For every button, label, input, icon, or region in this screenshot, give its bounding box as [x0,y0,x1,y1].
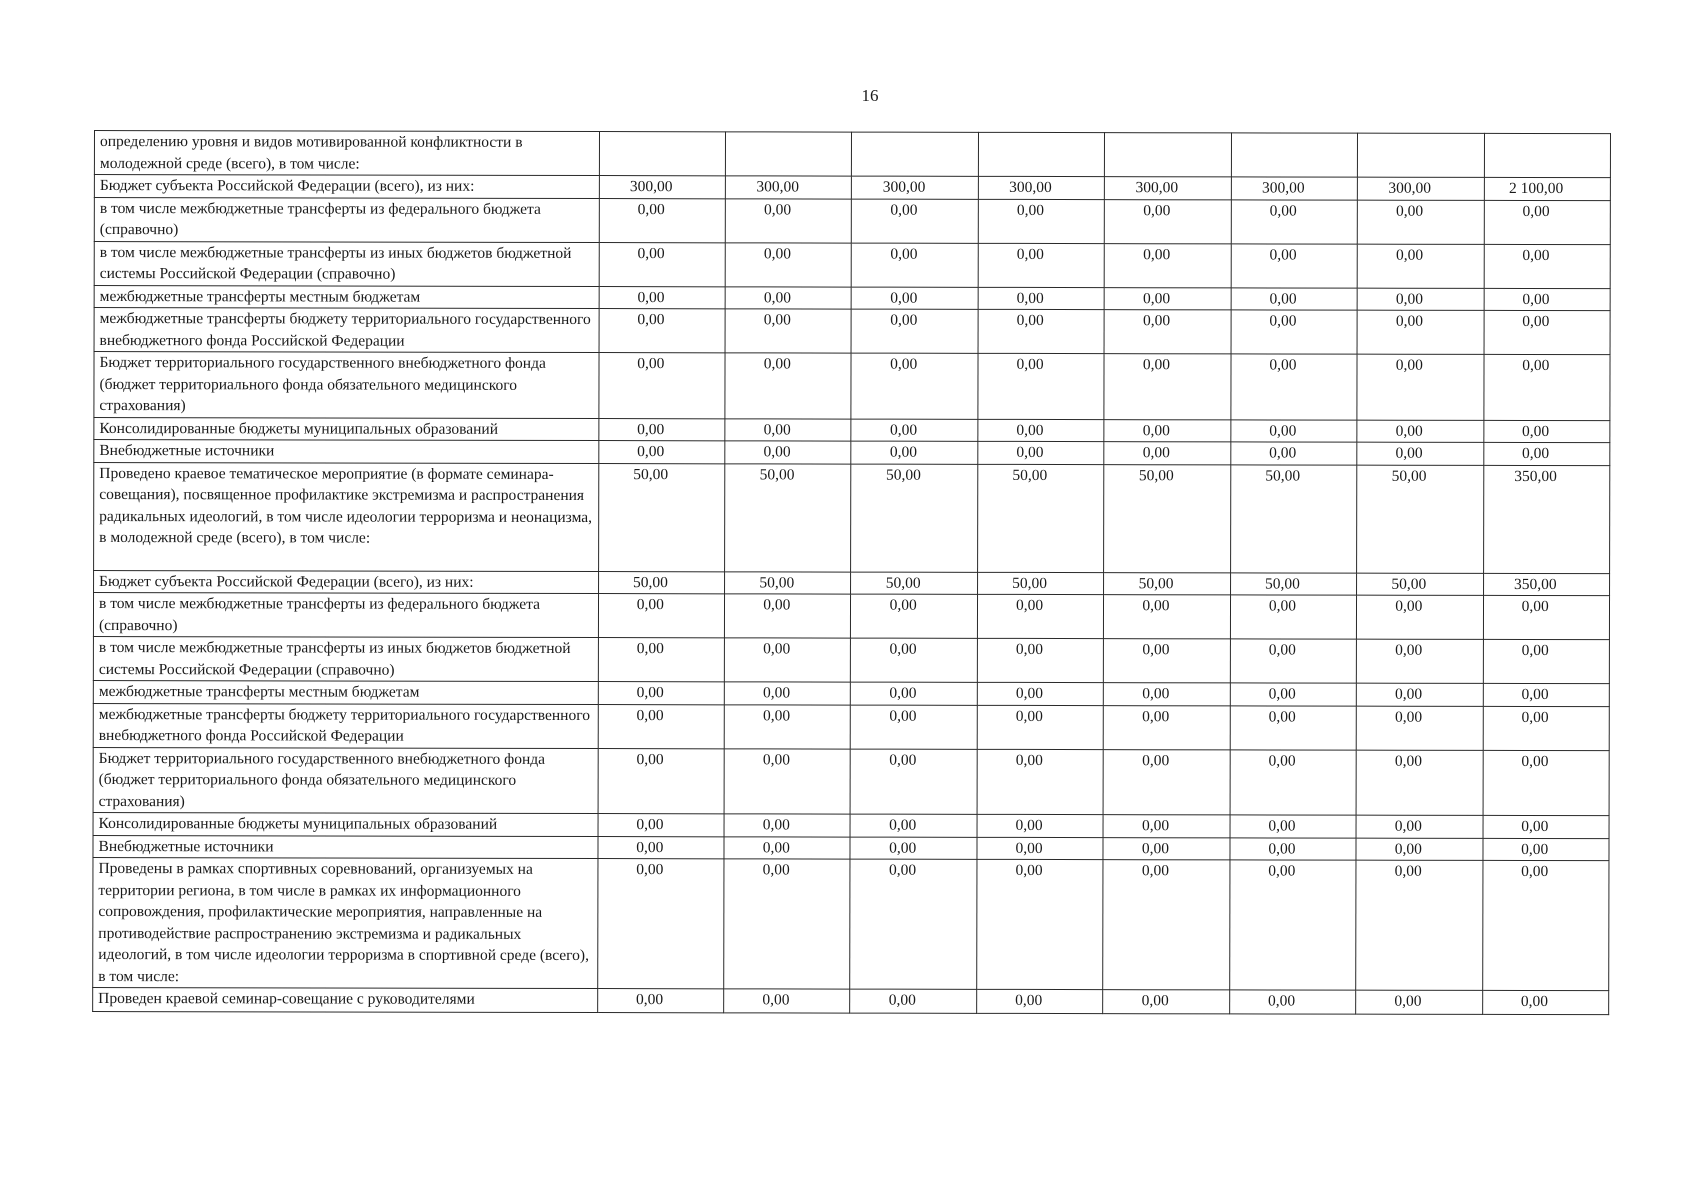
value-cell: 0,00 [724,748,851,814]
value-cell: 0,00 [599,242,725,286]
value-cell: 0,00 [1229,860,1356,990]
table-row [93,703,1609,750]
value-cell: 0,00 [1231,287,1357,310]
value-cell: 300,00 [725,176,851,199]
table-row [93,636,1609,683]
value-cell: 0,00 [1104,354,1231,420]
value-cell: 0,00 [1104,442,1230,465]
value-cell: 0,00 [1483,639,1610,683]
value-cell [1484,133,1611,177]
value-cell: 0,00 [1103,705,1229,749]
value-cell: 0,00 [599,309,725,353]
value-cell: 0,00 [725,286,851,309]
value-cell: 50,00 [725,463,852,571]
value-cell: 0,00 [1104,243,1230,287]
value-cell: 0,00 [1356,860,1483,990]
value-cell: 0,00 [1230,639,1356,683]
value-cell: 0,00 [1356,815,1482,838]
value-cell: 0,00 [1103,990,1229,1014]
value-cell: 0,00 [1483,706,1610,750]
row-label: Проведены в рамках спортивных соревнований, организуемых на территории региона, в том числе в рамках их информационного сопровождения, профилактические мероприятия, направленные на противодействие распространению экстремизма и радикальных идеологий, в том числе идеологии терроризма в спортивной среде (всего), в том числе: [93,857,598,988]
value-cell: 350,00 [1483,465,1610,573]
value-cell: 0,00 [1229,990,1355,1014]
value-cell: 0,00 [724,859,851,989]
value-cell: 0,00 [977,705,1103,749]
table-row [94,131,1610,178]
table-row [94,462,1610,573]
value-cell: 50,00 [1230,572,1356,595]
table-row [93,835,1609,861]
value-cell: 0,00 [1231,199,1357,243]
value-cell: 2 100,00 [1484,177,1611,200]
value-cell: 0,00 [1230,749,1357,815]
value-cell: 0,00 [1230,837,1356,860]
value-cell: 0,00 [977,638,1103,682]
value-cell: 0,00 [1230,815,1356,838]
value-cell: 350,00 [1483,573,1610,596]
value-cell: 0,00 [977,859,1104,989]
value-cell [599,132,725,176]
table-row [93,747,1609,816]
value-cell: 50,00 [1357,573,1483,596]
table-row [93,857,1609,990]
value-cell: 0,00 [1103,860,1230,990]
value-cell: 300,00 [1105,177,1231,200]
row-label: Бюджет субъекта Российской Федерации (всего), из них: [94,175,599,199]
value-cell: 0,00 [1483,442,1610,465]
value-cell: 0,00 [599,286,725,309]
value-cell: 0,00 [977,989,1103,1013]
value-cell: 300,00 [1231,177,1357,200]
value-cell: 0,00 [1484,200,1611,244]
value-cell: 0,00 [598,836,724,859]
value-cell: 0,00 [1357,310,1483,354]
value-cell: 0,00 [1230,595,1356,639]
value-cell: 0,00 [1104,287,1230,310]
value-cell: 0,00 [1230,683,1356,706]
value-cell: 0,00 [1357,354,1484,420]
value-cell: 0,00 [1103,815,1229,838]
value-cell: 50,00 [1104,572,1230,595]
row-label: Проведено краевое тематическое мероприятие (в формате семинара-совещания), посвященное профилактике экстремизма и распространения радикальных идеологий, в том числе идеологии терроризма и неонацизма, в молодежной среде (всего), в том числе: [94,462,599,571]
value-cell: 0,00 [978,199,1104,243]
table-row [94,352,1610,421]
value-cell: 0,00 [725,594,851,638]
value-cell: 0,00 [1357,442,1483,465]
table-row [94,197,1610,244]
value-cell [725,132,851,176]
value-cell: 0,00 [851,441,977,464]
table-row [94,440,1610,466]
value-cell: 0,00 [977,682,1103,705]
row-label: Бюджет территориального государственного внебюджетного фонда (бюджет территориального фонда обязательного медицинского страхования) [93,747,598,814]
value-cell: 0,00 [851,594,977,638]
value-cell: 0,00 [850,989,976,1013]
value-cell: 0,00 [1484,244,1611,288]
value-cell: 0,00 [597,859,724,989]
value-cell: 0,00 [978,441,1104,464]
value-cell: 50,00 [598,571,724,594]
value-cell: 0,00 [851,638,977,682]
value-cell: 50,00 [725,571,851,594]
value-cell: 0,00 [1357,288,1483,311]
value-cell: 0,00 [724,682,850,705]
row-label: в том числе межбюджетные трансферты из иных бюджетов бюджетной системы Российской Федерации (справочно) [93,636,598,681]
value-cell: 0,00 [851,749,978,815]
value-cell: 0,00 [978,353,1105,419]
row-label: Проведен краевой семинар-совещание с руководителями [93,987,598,1012]
value-cell: 0,00 [1482,990,1609,1014]
value-cell: 0,00 [850,859,977,989]
table-row [94,175,1610,201]
value-cell: 300,00 [1357,177,1483,200]
value-cell: 0,00 [725,418,851,441]
value-cell: 0,00 [598,814,724,837]
value-cell: 0,00 [724,989,850,1013]
value-cell: 0,00 [1356,639,1482,683]
value-cell: 0,00 [1357,420,1483,443]
value-cell: 0,00 [724,814,850,837]
table-row [93,812,1609,838]
table-row [94,241,1610,288]
value-cell: 0,00 [1484,310,1611,354]
value-cell [1231,133,1357,177]
value-cell: 0,00 [852,287,978,310]
row-label: межбюджетные трансферты бюджету территориального государственного внебюджетного фонда Российской Федерации [93,703,598,748]
table-row [94,417,1610,443]
value-cell: 50,00 [977,464,1104,572]
value-cell: 0,00 [597,989,723,1013]
row-label: межбюджетные трансферты местным бюджетам [94,285,599,309]
value-cell: 0,00 [1104,639,1230,683]
value-cell: 0,00 [598,594,724,638]
value-cell: 0,00 [724,638,850,682]
value-cell: 0,00 [598,638,724,682]
value-cell: 50,00 [598,463,725,571]
value-cell: 0,00 [978,419,1104,442]
value-cell: 0,00 [1105,199,1231,243]
value-cell: 0,00 [598,704,724,748]
value-cell: 50,00 [1357,465,1484,573]
value-cell: 0,00 [852,199,978,243]
table-body [93,131,1611,1015]
value-cell: 0,00 [1104,595,1230,639]
value-cell: 0,00 [599,198,725,242]
value-cell: 0,00 [1357,244,1483,288]
value-cell: 0,00 [1230,442,1356,465]
value-cell: 0,00 [725,242,851,286]
value-cell: 0,00 [977,814,1103,837]
row-label: Внебюджетные источники [93,835,598,859]
value-cell: 300,00 [852,176,978,199]
value-cell: 0,00 [1357,200,1483,244]
value-cell: 0,00 [1357,595,1483,639]
table-row [93,987,1609,1014]
value-cell: 0,00 [1483,595,1610,639]
value-cell: 0,00 [724,836,850,859]
value-cell: 0,00 [851,682,977,705]
value-cell: 0,00 [1356,750,1483,816]
value-cell: 50,00 [1104,464,1231,572]
value-cell: 0,00 [1483,750,1610,816]
value-cell: 0,00 [1231,243,1357,287]
value-cell: 0,00 [1356,683,1482,706]
row-label: в том числе межбюджетные трансферты из федерального бюджета (справочно) [94,197,599,242]
value-cell: 0,00 [1483,815,1610,838]
value-cell: 0,00 [977,837,1103,860]
value-cell: 0,00 [1103,837,1229,860]
value-cell: 0,00 [852,309,978,353]
value-cell: 0,00 [977,749,1104,815]
table-row [94,570,1610,596]
value-cell: 50,00 [851,572,977,595]
row-label: Внебюджетные источники [94,440,599,464]
value-cell: 0,00 [851,353,978,419]
value-cell: 0,00 [1484,288,1611,311]
value-cell: 0,00 [1483,354,1610,420]
value-cell: 0,00 [1104,683,1230,706]
value-cell: 0,00 [850,814,976,837]
value-cell: 50,00 [977,572,1103,595]
value-cell: 50,00 [1230,464,1357,572]
row-label: Консолидированные бюджеты муниципальных образований [93,812,598,836]
table-row [94,308,1610,355]
value-cell: 0,00 [599,353,726,419]
table-row [93,593,1609,640]
value-cell: 0,00 [852,243,978,287]
row-label: в том числе межбюджетные трансферты из федерального бюджета (справочно) [93,593,598,638]
value-cell: 0,00 [1231,419,1357,442]
value-cell: 0,00 [599,418,725,441]
value-cell [852,132,978,176]
value-cell: 0,00 [851,419,977,442]
value-cell: 0,00 [1356,706,1482,750]
value-cell: 0,00 [1483,683,1610,706]
row-label: Бюджет субъекта Российской Федерации (всего), из них: [94,570,599,594]
value-cell [1357,133,1483,177]
value-cell: 0,00 [1104,419,1230,442]
value-cell: 0,00 [725,441,851,464]
value-cell: 0,00 [598,748,725,814]
value-cell: 0,00 [851,705,977,749]
value-cell: 300,00 [599,176,725,199]
value-cell: 0,00 [1482,838,1609,861]
value-cell: 300,00 [978,176,1104,199]
row-label: межбюджетные трансферты бюджету территориального государственного внебюджетного фонда Российской Федерации [94,308,599,353]
value-cell: 0,00 [725,198,851,242]
row-label: Бюджет территориального государственного внебюджетного фонда (бюджет территориального фонда обязательного медицинского страхования) [94,352,599,419]
value-cell: 0,00 [1231,354,1358,420]
value-cell: 0,00 [1230,705,1356,749]
value-cell: 0,00 [1356,838,1482,861]
row-label: Консолидированные бюджеты муниципальных образований [94,417,599,441]
row-label: межбюджетные трансферты местным бюджетам [93,680,598,704]
value-cell: 0,00 [1482,860,1609,990]
table-row [93,680,1609,706]
value-cell: 0,00 [598,441,724,464]
row-label: в том числе межбюджетные трансферты из иных бюджетов бюджетной системы Российской Федерации (справочно) [94,241,599,286]
budget-table [92,130,1611,1015]
value-cell: 0,00 [1483,420,1610,443]
value-cell: 0,00 [1231,310,1357,354]
value-cell: 0,00 [850,837,976,860]
value-cell: 0,00 [977,594,1103,638]
value-cell: 0,00 [725,309,851,353]
value-cell: 0,00 [724,704,850,748]
table-row [94,285,1610,311]
value-cell: 0,00 [1103,749,1230,815]
value-cell: 0,00 [1104,310,1230,354]
value-cell [1105,133,1231,177]
value-cell: 0,00 [725,353,852,419]
value-cell: 0,00 [1356,990,1482,1014]
value-cell: 0,00 [978,287,1104,310]
page-number: 16 [861,86,879,105]
row-label: определению уровня и видов мотивированной конфликтности в молодежной среде (всего), в том числе: [94,131,599,176]
value-cell: 0,00 [598,682,724,705]
value-cell: 0,00 [978,243,1104,287]
value-cell [978,132,1104,176]
value-cell: 0,00 [978,309,1104,353]
value-cell: 50,00 [851,464,978,572]
